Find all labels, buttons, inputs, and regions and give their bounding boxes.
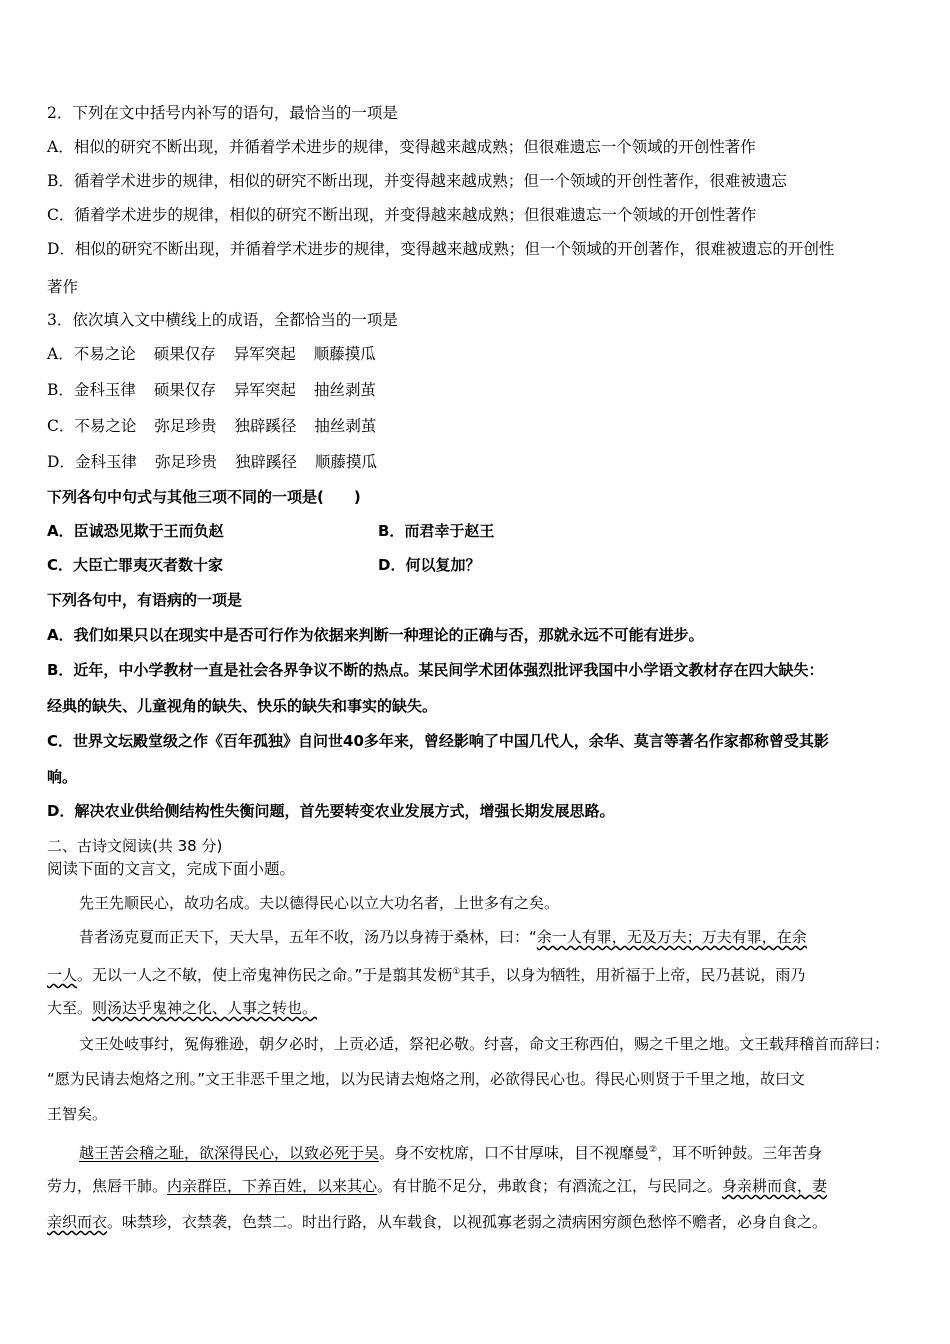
idiom: 抽丝剥茧 bbox=[314, 417, 377, 435]
idiom: 硕果仅存 bbox=[153, 345, 216, 363]
footnote-marker: ② bbox=[649, 1145, 658, 1155]
text: 其手，以身为牺牲，用祈福于上帝，民乃甚说，雨乃 bbox=[460, 966, 806, 984]
q4-row-1 bbox=[47, 521, 910, 541]
q4-option-c: C．大臣亡罪夷灭者数十家 bbox=[47, 556, 224, 574]
q5-option-c-cont: 响。 bbox=[47, 768, 78, 786]
q4-row-2 bbox=[47, 555, 910, 575]
passage-p2-line2 bbox=[47, 962, 910, 985]
q4-stem: 下列各句中句式与其他三项不同的一项是( ) bbox=[47, 488, 361, 506]
passage-p2-line1 bbox=[79, 927, 910, 947]
passage-p4-line3 bbox=[47, 1212, 910, 1232]
option-letter: D． bbox=[47, 453, 75, 471]
q5-option-b-cont: 经典的缺失、儿童视角的缺失、快乐的缺失和事实的缺失。 bbox=[47, 697, 438, 715]
underlined-text: 内亲群臣，下养百姓，以来其心 bbox=[167, 1177, 378, 1195]
passage-p3-line2: “愿为民请去炮烙之刑。”文王非恶千里之地，以为民请去炮烙之刑，必欲得民心也。得民心则贤于千里之地，故曰文 bbox=[47, 1070, 806, 1088]
idiom: 抽丝剥茧 bbox=[313, 381, 376, 399]
q2-option-a: A．相似的研究不断出现，并循着学术进步的规律，变得越来越成熟；但很难遗忘一个领域的开创性著作 bbox=[47, 138, 756, 156]
q2-option-c: C．循着学术进步的规律，相似的研究不断出现，并变得越来越成熟；但很难遗忘一个领域的开创性著作 bbox=[47, 206, 757, 224]
section-title: 二、古诗文阅读(共 38 分) bbox=[47, 837, 223, 855]
idiom: 异军突起 bbox=[233, 381, 296, 399]
idiom: 弥足珍贵 bbox=[154, 453, 217, 471]
passage-p2-line3 bbox=[47, 998, 910, 1018]
q2-option-d: D．相似的研究不断出现，并循着学术进步的规律，变得越来越成熟；但一个领域的开创著作，很难被遗忘的开创性 bbox=[47, 240, 835, 258]
text: 劳力，焦唇干肺。 bbox=[47, 1177, 168, 1195]
idiom: 顺藤摸瓜 bbox=[314, 453, 377, 471]
text: 。身不安枕席，口不甘厚味，目不视靡曼 bbox=[379, 1144, 650, 1162]
idiom: 不易之论 bbox=[74, 417, 137, 435]
q4-option-a: A．臣诚恐见欺于王而负赵 bbox=[47, 522, 224, 540]
text: 。味禁珍，衣禁袭，色禁二。时出行路，从车载食，以视孤寡老弱之渍病困穷颜色愁悴不赡者，必身自食之。 bbox=[107, 1213, 828, 1231]
q3-stem: 3．依次填入文中横线上的成语，全都恰当的一项是 bbox=[47, 311, 398, 329]
section-instruction: 阅读下面的文言文，完成下面小题。 bbox=[47, 860, 296, 878]
wavy-underlined-text: 余一人有罪，无及万夫；万夫有罪，在余 bbox=[536, 928, 807, 946]
passage-p3-line1: 文王处岐事纣，冤侮雅逊，朝夕必时，上贡必适，祭祀必敬。纣喜，命文王称西伯，赐之千里之地。文王载拜稽首而辞曰： bbox=[79, 1035, 890, 1053]
q3-option-a bbox=[47, 344, 910, 364]
text: 。有甘脆不足分，弗敢食；有酒流之江，与民同之。 bbox=[377, 1177, 723, 1195]
option-letter: C． bbox=[47, 417, 75, 435]
q4-option-d: D．何以复加？ bbox=[378, 556, 481, 574]
idiom: 金科玉律 bbox=[73, 381, 136, 399]
idiom: 顺藤摸瓜 bbox=[313, 345, 376, 363]
idiom: 硕果仅存 bbox=[153, 381, 216, 399]
idiom: 金科玉律 bbox=[74, 453, 137, 471]
q2-option-d-cont: 著作 bbox=[47, 278, 79, 296]
q2-option-b: B．循着学术进步的规律，相似的研究不断出现，并变得越来越成熟；但一个领域的开创性著作，很难被遗忘 bbox=[47, 172, 787, 190]
idiom: 独辟蹊径 bbox=[234, 417, 297, 435]
text: 。无以一人之不敏，使上帝鬼神伤民之命。”于是翦其发枥 bbox=[77, 966, 453, 984]
q2-stem: 2．下列在文中括号内补写的语句，最恰当的一项是 bbox=[47, 104, 398, 122]
underlined-text: 越王苦会稽之耻，欲深得民心，以致必死于吴 bbox=[79, 1144, 380, 1162]
q3-option-d bbox=[47, 452, 910, 472]
wavy-underlined-text: 亲织而衣 bbox=[47, 1213, 108, 1231]
option-letter: A． bbox=[47, 345, 74, 363]
passage-p4-line2 bbox=[47, 1176, 910, 1196]
q5-stem: 下列各句中，有语病的一项是 bbox=[47, 591, 243, 609]
passage-p1: 先王先顺民心，故功名成。夫以德得民心以立大功名者，上世多有之矣。 bbox=[79, 894, 560, 912]
q3-option-c bbox=[47, 416, 910, 436]
option-letter: B． bbox=[47, 381, 74, 399]
text: 昔者汤克夏而正天下，天大旱，五年不收，汤乃以身祷于桑林，曰：“ bbox=[79, 928, 537, 946]
wavy-underlined-text: 身亲耕而食，妻 bbox=[722, 1177, 828, 1195]
idiom: 弥足珍贵 bbox=[154, 417, 217, 435]
wavy-underlined-text: 一人 bbox=[47, 966, 78, 984]
q5-option-c: C．世界文坛殿堂级之作《百年孤独》自问世40多年来，曾经影响了中国几代人，余华、莫言等著名作家都称曾受其影 bbox=[47, 732, 829, 750]
q5-option-d: D．解决农业供给侧结构性失衡问题，首先要转变农业发展方式，增强长期发展思路。 bbox=[47, 802, 615, 820]
q5-option-a: A．我们如果只以在现实中是否可行作为依据来判断一种理论的正确与否，那就永远不可能有进步。 bbox=[47, 626, 704, 644]
text: ，耳不听钟鼓。三年苦身 bbox=[657, 1144, 823, 1162]
idiom: 异军突起 bbox=[233, 345, 296, 363]
passage-p4-line1 bbox=[79, 1140, 910, 1163]
wavy-underlined-text: 则汤达乎鬼神之化、人事之转也。 bbox=[92, 999, 318, 1017]
footnote-marker: ① bbox=[452, 967, 461, 977]
passage-p3-line3: 王智矣。 bbox=[47, 1105, 108, 1123]
q5-option-b: B．近年，中小学教材一直是社会各界争议不断的热点。某民间学术团体强烈批评我国中小学语文教材存在四大缺失： bbox=[47, 661, 824, 679]
q4-option-b: B．而君幸于赵王 bbox=[378, 522, 495, 540]
q3-option-b bbox=[47, 380, 910, 400]
idiom: 不易之论 bbox=[73, 345, 136, 363]
text: 大至。 bbox=[47, 999, 93, 1017]
idiom: 独辟蹊径 bbox=[234, 453, 297, 471]
